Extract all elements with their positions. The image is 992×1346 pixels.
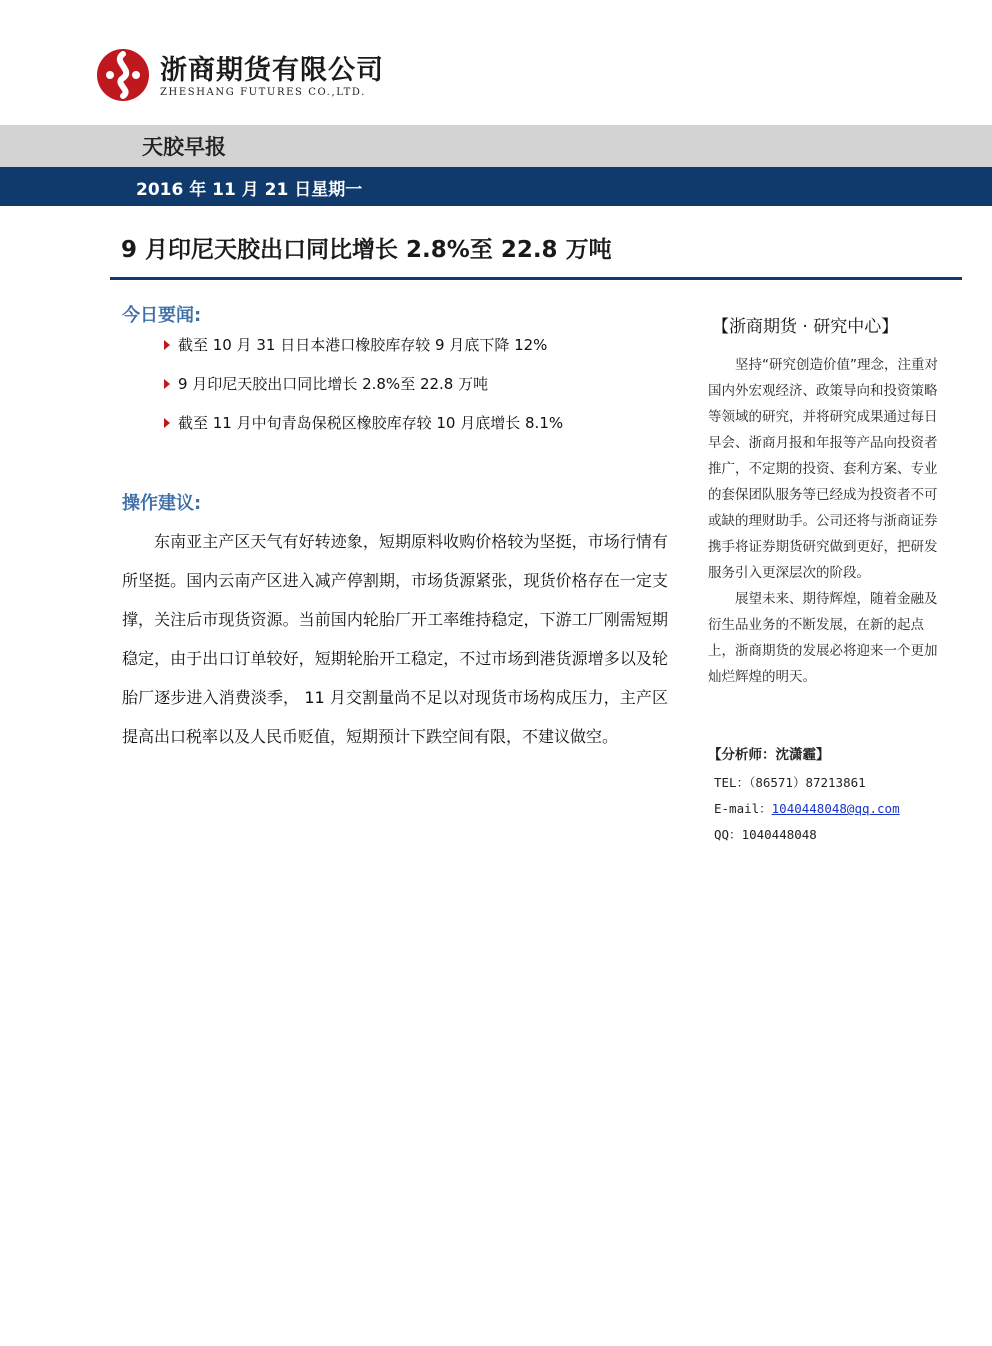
news-item-text: 截至 10 月 31 日日本港口橡胶库存较 9 月底下降 12% <box>178 336 548 354</box>
list-item <box>160 373 563 412</box>
bullet-arrow-icon <box>164 379 170 389</box>
zheshang-logo-icon <box>96 48 150 102</box>
advice-body <box>122 522 668 756</box>
headline: 9 月印尼天胶出口同比增长 2.8%至 22.8 万吨 <box>121 237 612 263</box>
sidebar-paragraph: 坚持“研究创造价值”理念，注重对国内外宏观经济、政策导向和投资策略等领域的研究，并将研究成果通过每日早会、浙商月报和年报等产品向投资者推广，不定期的投资、套利方案、专业的套保团队服务等已经成为投资者不可或缺的理财助手。公司还将与浙商证券携手将证券期货研究做到更好，把研发服务引入更深层次的阶段。 <box>708 357 938 581</box>
advice-paragraph: 东南亚主产区天气有好转迹象，短期原料收购价格较为坚挺，市场行情有所坚挺。国内云南产区进入减产停割期，市场货源紧张，现货价格存在一定支撑，关注后市现货资源。当前国内轮胎厂开工率维持稳定，下游工厂刚需短期稳定，由于出口订单较好，短期轮胎开工稳定，不过市场到港货源增多以及轮胎厂逐步进入消费淡季， 11 月交割量尚不足以对现货市场构成压力，主产区提高出口税率以及人民币贬值，短期预计下跌空间有限，不建议做空。 <box>122 532 668 746</box>
email-link[interactable]: 1040448048@qq.com <box>771 801 900 816</box>
company-name-en: ZHESHANG FUTURES CO.,LTD. <box>160 87 366 98</box>
analyst-name: 【分析师：沈潇霾】 <box>708 747 830 763</box>
report-date: 2016 年 11 月 21 日星期一 <box>136 180 363 200</box>
news-section-title: 今日要闻: <box>122 305 202 326</box>
sidebar-title: 【浙商期货 · 研究中心】 <box>712 317 899 337</box>
sidebar-body <box>708 352 940 690</box>
news-item-text: 截至 11 月中旬青岛保税区橡胶库存较 10 月底增长 8.1% <box>178 414 564 432</box>
tel-label: TEL： <box>714 775 750 790</box>
contact-tel <box>714 773 866 791</box>
qq-label: QQ： <box>714 827 742 842</box>
tel-value: （86571）87213861 <box>749 775 866 790</box>
company-name-cn: 浙商期货有限公司 <box>160 55 384 86</box>
sidebar-paragraph: 展望未来、期待辉煌，随着金融及衍生品业务的不断发展，在新的起点上，浙商期货的发展必将迎来一个更加灿烂辉煌的明天。 <box>708 591 938 685</box>
news-item-text: 9 月印尼天胶出口同比增长 2.8%至 22.8 万吨 <box>178 375 489 393</box>
list-item <box>160 412 563 451</box>
email-label: E-mail： <box>714 801 772 816</box>
bullet-arrow-icon <box>164 418 170 428</box>
report-type: 天胶早报 <box>142 135 226 159</box>
headline-divider <box>110 277 962 280</box>
news-list <box>160 334 563 451</box>
bullet-arrow-icon <box>164 340 170 350</box>
qq-value: 1040448048 <box>741 827 817 842</box>
list-item <box>160 334 563 373</box>
contact-qq <box>714 825 817 843</box>
contact-email <box>714 799 900 817</box>
company-logo <box>96 46 384 106</box>
advice-section-title: 操作建议: <box>122 493 202 514</box>
